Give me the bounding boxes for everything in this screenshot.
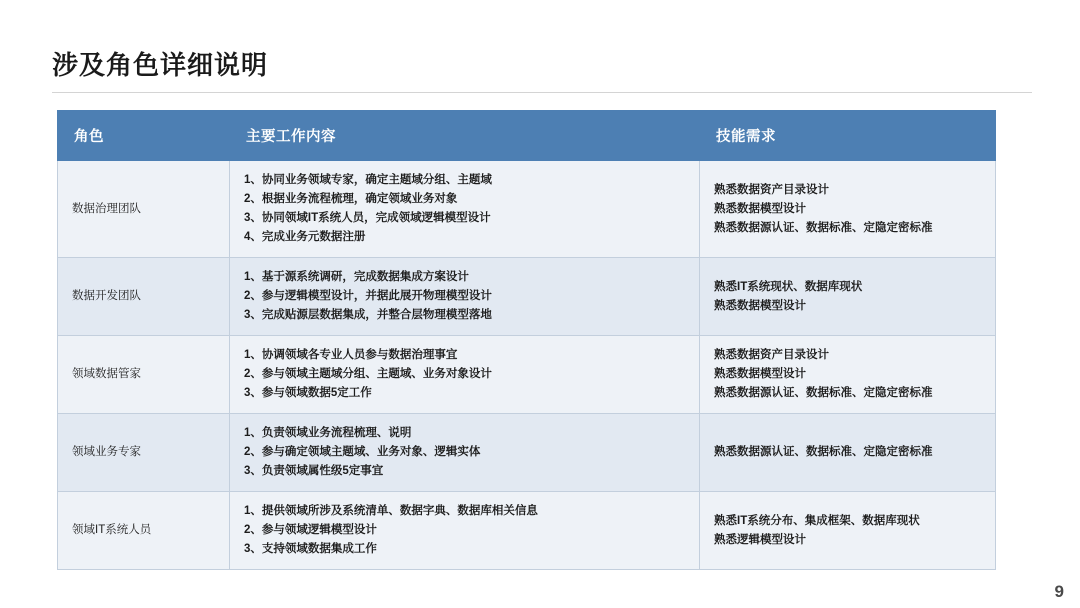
skill-line: 熟悉数据模型设计 — [714, 368, 806, 380]
work-line: 2、参与确定领域主题域、业务对象、逻辑实体 — [244, 446, 481, 458]
table-row — [58, 414, 996, 492]
column-header-skill: 技能需求 — [700, 111, 996, 161]
work-line: 3、参与领域数据5定工作 — [244, 387, 372, 399]
cell-role: 数据治理团队 — [58, 161, 230, 258]
cell-role: 领域数据管家 — [58, 336, 230, 414]
cell-skill — [700, 414, 996, 492]
title-wrap — [52, 48, 1032, 82]
table-body — [58, 161, 996, 570]
table-header-row — [58, 111, 996, 161]
cell-work — [230, 336, 700, 414]
table-row — [58, 336, 996, 414]
work-line: 3、支持领域数据集成工作 — [244, 543, 377, 555]
cell-work — [230, 414, 700, 492]
work-line: 2、参与逻辑模型设计，并据此展开物理模型设计 — [244, 290, 492, 302]
cell-work — [230, 492, 700, 570]
skill-line: 熟悉数据资产目录设计 — [714, 183, 829, 196]
cell-role: 领域IT系统人员 — [58, 492, 230, 570]
work-line: 2、参与领域主题域分组、主题域、业务对象设计 — [244, 368, 492, 380]
work-line: 4、完成业务元数据注册 — [244, 231, 366, 243]
work-line: 1、基于源系统调研，完成数据集成方案设计 — [244, 271, 469, 283]
column-header-role: 角色 — [58, 111, 230, 161]
cell-skill — [700, 258, 996, 336]
skill-line: 熟悉数据源认证、数据标准、定隐定密标准 — [714, 387, 933, 399]
roles-table — [57, 110, 996, 570]
skill-line: 熟悉数据源认证、数据标准、定隐定密标准 — [714, 221, 933, 234]
cell-skill — [700, 336, 996, 414]
page-title: 涉及角色详细说明 — [52, 50, 269, 80]
work-line: 2、参与领域逻辑模型设计 — [244, 524, 377, 536]
page-number: 9 — [1054, 582, 1064, 601]
work-line: 1、协同业务领域专家，确定主题域分组、主题域 — [244, 174, 492, 186]
work-line: 2、根据业务流程梳理，确定领域业务对象 — [244, 193, 458, 205]
cell-work — [230, 258, 700, 336]
work-line: 1、负责领域业务流程梳理、说明 — [244, 427, 412, 439]
table-row — [58, 492, 996, 570]
table-row — [58, 258, 996, 336]
work-line: 3、协同领域IT系统人员，完成领域逻辑模型设计 — [244, 212, 491, 224]
work-line: 3、完成贴源层数据集成，并整合层物理模型落地 — [244, 309, 492, 321]
title-divider — [52, 92, 1032, 93]
work-line: 3、负责领域属性级5定事宜 — [244, 465, 384, 477]
cell-skill — [700, 161, 996, 258]
work-line: 1、协调领域各专业人员参与数据治理事宜 — [244, 349, 458, 361]
skill-line: 熟悉数据资产目录设计 — [714, 349, 829, 361]
cell-role: 数据开发团队 — [58, 258, 230, 336]
table-header — [58, 111, 996, 161]
skill-line: 熟悉数据源认证、数据标准、定隐定密标准 — [714, 446, 933, 458]
table-row — [58, 161, 996, 258]
skill-line: 熟悉数据模型设计 — [714, 299, 806, 312]
cell-work — [230, 161, 700, 258]
work-line: 1、提供领域所涉及系统清单、数据字典、数据库相关信息 — [244, 505, 538, 517]
skill-line: 熟悉IT系统分布、集成框架、数据库现状 — [714, 514, 920, 527]
skill-line: 熟悉数据模型设计 — [714, 202, 806, 215]
cell-skill — [700, 492, 996, 570]
skill-line: 熟悉IT系统现状、数据库现状 — [714, 280, 863, 293]
cell-role: 领域业务专家 — [58, 414, 230, 492]
skill-line: 熟悉逻辑模型设计 — [714, 533, 806, 546]
column-header-work: 主要工作内容 — [230, 111, 700, 161]
